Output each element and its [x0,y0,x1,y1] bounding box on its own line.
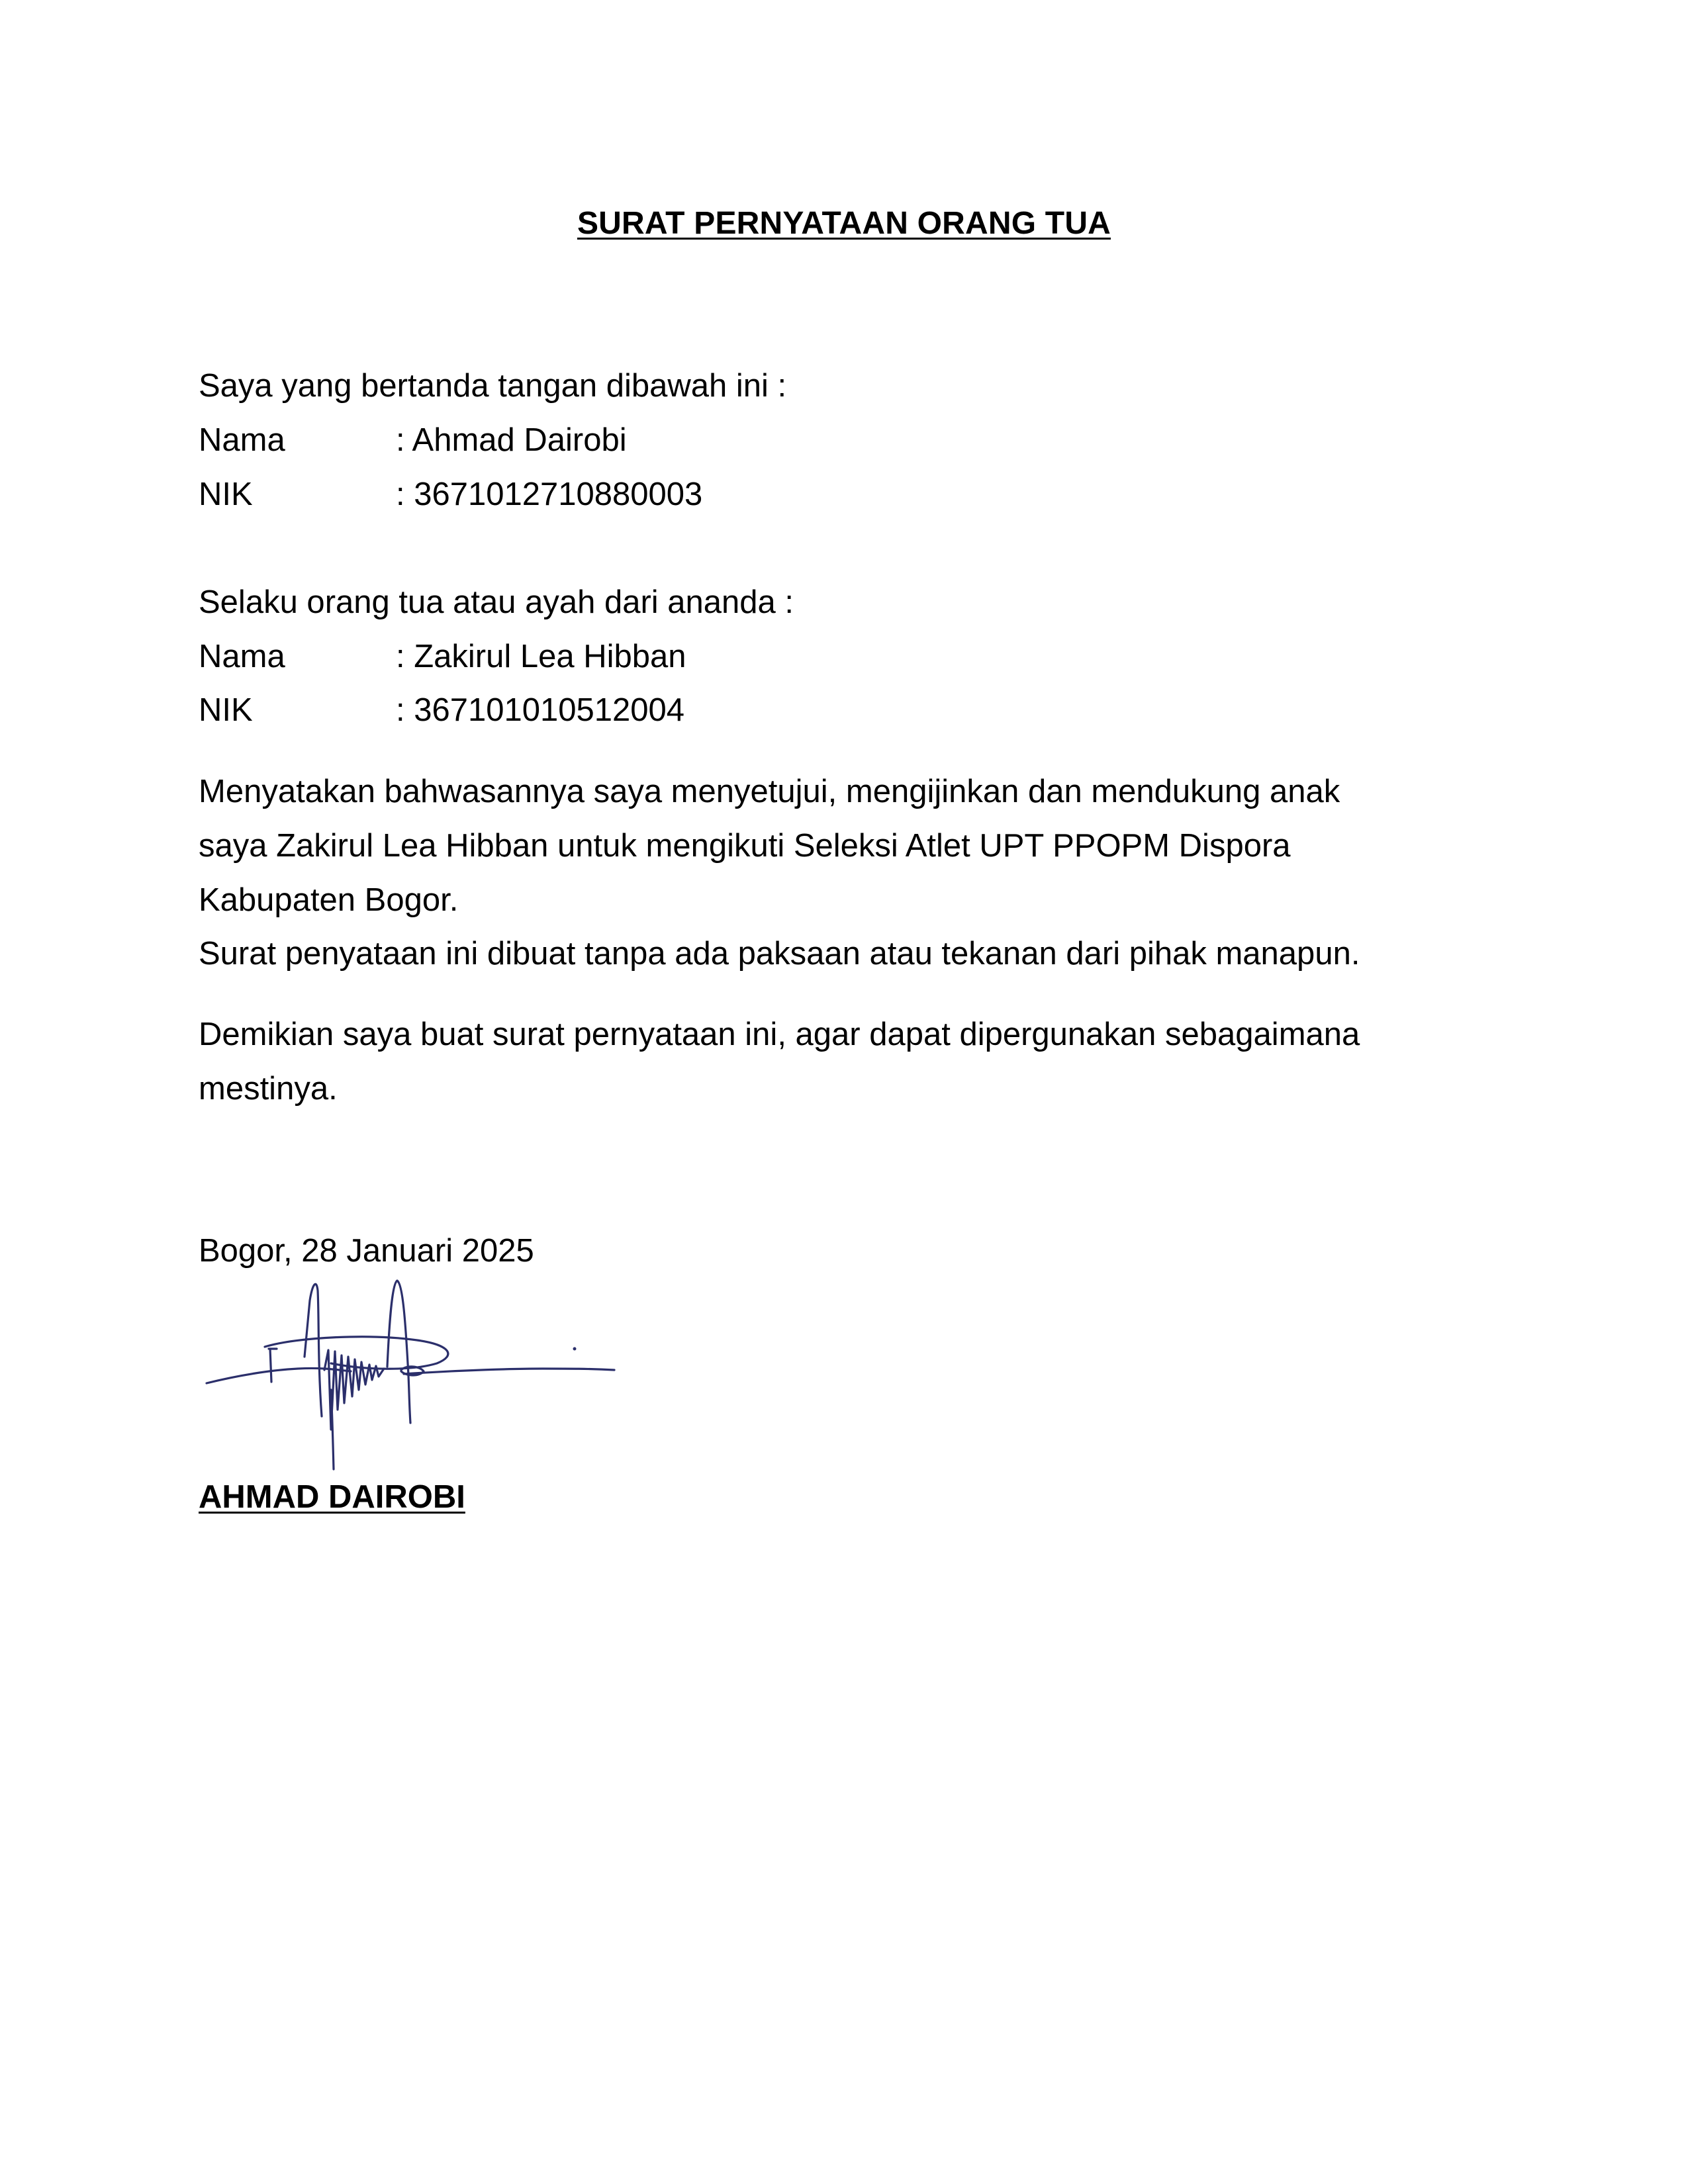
child-name-label: Nama [199,639,285,674]
document-title: SURAT PERNYATAAN ORANG TUA [577,206,1111,241]
relation-text: Selaku orang tua atau ayah dari ananda : [199,584,794,620]
child-nik-label: NIK [199,692,253,728]
intro-text: Saya yang bertanda tangan dibawah ini : [199,368,787,404]
parent-nik-value: : 3671012710880003 [396,477,703,512]
child-nik-value: : 367101010512004 [396,692,684,728]
closing-line-2: mestinya. [199,1071,338,1107]
handwritten-signature [199,1271,622,1482]
closing-line-1: Demikian saya buat surat pernyataan ini, agar dapat dipergunakan sebagaimana [199,1017,1360,1052]
statement-line-3: Kabupaten Bogor. [199,882,459,918]
statement-line-2: saya Zakirul Lea Hibban untuk mengikuti Seleksi Atlet UPT PPOPM Dispora [199,828,1291,864]
parent-nik-label: NIK [199,477,253,512]
parent-name-value: : Ahmad Dairobi [396,422,627,458]
child-name-value: : Zakirul Lea Hibban [396,639,686,674]
statement-line-1: Menyatakan bahwasannya saya menyetujui, mengijinkan dan mendukung anak [199,774,1340,809]
statement-line-4: Surat penyataan ini dibuat tanpa ada paksaan atau tekanan dari pihak manapun. [199,936,1360,972]
signer-name: AHMAD DAIROBI [199,1479,465,1515]
place-date: Bogor, 28 Januari 2025 [199,1233,534,1269]
parent-name-label: Nama [199,422,285,458]
